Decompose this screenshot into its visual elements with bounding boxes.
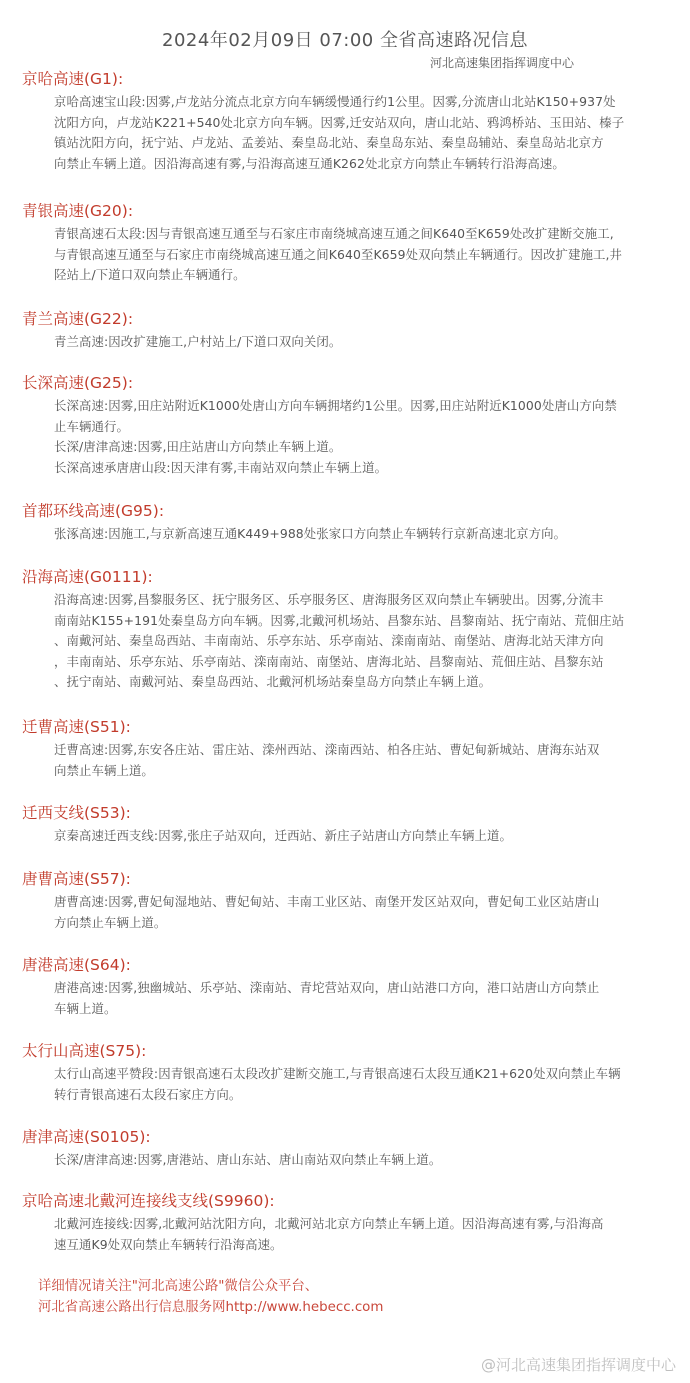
- road-section-g25: [22, 372, 672, 478]
- page-subtitle: 河北高速集团指挥调度中心: [430, 56, 575, 70]
- road-name: 京哈高速北戴河连接线支线(S9960):: [22, 1192, 275, 1210]
- road-section-g1: [22, 68, 672, 174]
- road-name: 青兰高速(G22):: [22, 310, 134, 328]
- footer-line-website[interactable]: 河北省高速公路出行信息服务网http://www.hebecc.com: [38, 1300, 384, 1315]
- road-section-g22: [22, 308, 672, 353]
- road-detail-line: 太行山高速平赞段:因青银高速石太段改扩建断交施工,与青银高速石太段互通K21+620处双向禁止车辆: [54, 1066, 621, 1081]
- road-detail-line: 京秦高速迁西支线:因雾,张庄子站双向，迁西站、新庄子站唐山方向禁止车辆上道。: [54, 828, 512, 843]
- road-details: [22, 92, 672, 174]
- road-detail-line: 青兰高速:因改扩建施工,户村站上/下道口双向关闭。: [54, 334, 342, 349]
- footer-line-wechat: 详细情况请关注"河北高速公路"微信公众平台、: [38, 1279, 319, 1294]
- road-detail-line: 长深/唐津高速:因雾,唐港站、唐山东站、唐山南站双向禁止车辆上道。: [54, 1152, 442, 1167]
- road-detail-line: 向禁止车辆上道。因沿海高速有雾,与沿海高速互通K262处北京方向禁止车辆转行沿海高速。: [54, 155, 565, 171]
- road-section-g20: [22, 200, 672, 286]
- road-details: [22, 826, 672, 847]
- road-detail-line: 、抚宁南站、南戴河站、秦皇岛西站、北戴河机场站秦皇岛方向禁止车辆上道。: [54, 674, 492, 689]
- road-section-s0105: [22, 1126, 672, 1171]
- road-detail-line: 沿海高速:因雾,昌黎服务区、抚宁服务区、乐亭服务区、唐海服务区双向禁止车辆驶出。因雾,分流丰: [54, 592, 604, 607]
- road-detail-line: 长深/唐津高速:因雾,田庄站唐山方向禁止车辆上道。: [54, 439, 342, 454]
- road-details: [22, 1214, 672, 1255]
- road-detail-line: 南南站K155+191处秦皇岛方向车辆。因雾,北戴河机场站、昌黎东站、昌黎南站、抚宁南站、荒佃庄站: [54, 612, 625, 628]
- road-section-g95: [22, 500, 672, 545]
- road-name: 沿海高速(G0111):: [22, 568, 153, 586]
- road-section-s57: [22, 868, 672, 933]
- road-detail-line: 车辆上道。: [54, 1000, 117, 1016]
- road-section-g0111: [22, 566, 672, 693]
- road-details: [22, 590, 672, 693]
- road-details: [22, 224, 672, 286]
- road-name: 京哈高速(G1):: [22, 70, 124, 88]
- road-detail-line: 长深高速:因雾,田庄站附近K1000处唐山方向车辆拥堵约1公里。因雾,田庄站附近K1000处唐山方向禁: [54, 398, 617, 413]
- road-detail-line: 、南戴河站、秦皇岛西站、丰南南站、乐亭东站、乐亭南站、滦南南站、南堡站、唐海北站天津方向: [54, 633, 604, 648]
- road-detail-line: ，丰南南站、乐亭东站、乐亭南站、滦南南站、南堡站、唐海北站、昌黎南站、荒佃庄站、昌黎东站: [54, 653, 604, 669]
- road-section-s53: [22, 802, 672, 847]
- road-details: [22, 978, 672, 1019]
- road-details: [22, 396, 672, 478]
- road-detail-line: 沈阳方向，卢龙站K221+540处北京方向车辆。因雾,迁安站双向，唐山北站、鸦鸿桥站、玉田站、榛子: [54, 114, 625, 130]
- road-detail-line: 京哈高速宝山段:因雾,卢龙站分流点北京方向车辆缓慢通行约1公里。因雾,分流唐山北站K150+937处: [54, 94, 616, 109]
- road-section-s51: [22, 716, 672, 781]
- road-section-s64: [22, 954, 672, 1019]
- road-details: [22, 524, 672, 545]
- road-name: 唐港高速(S64):: [22, 956, 131, 974]
- road-detail-line: 速互通K9处双向禁止车辆转行沿海高速。: [54, 1236, 283, 1252]
- road-name: 唐津高速(S0105):: [22, 1128, 151, 1146]
- road-details: [22, 1064, 672, 1105]
- road-detail-line: 迁曹高速:因雾,东安各庄站、雷庄站、滦州西站、滦南西站、柏各庄站、曹妃甸新城站、唐海东站双: [54, 742, 600, 757]
- road-detail-line: 唐港高速:因雾,独幽城站、乐亭站、滦南站、青坨营站双向，唐山站港口方向，港口站唐山方向禁止: [54, 980, 600, 995]
- road-section-s9960: [22, 1190, 672, 1255]
- road-detail-line: 转行青银高速石太段石家庄方向。: [54, 1086, 242, 1102]
- road-detail-line: 张涿高速:因施工,与京新高速互通K449+988处张家口方向禁止车辆转行京新高速北京方向。: [54, 526, 567, 541]
- road-details: [22, 332, 672, 353]
- road-name: 首都环线高速(G95):: [22, 502, 165, 520]
- footer-note: [38, 1276, 383, 1318]
- road-section-s75: [22, 1040, 672, 1105]
- page-title: 2024年02月09日 07:00 全省高速路况信息: [162, 30, 528, 51]
- road-details: [22, 892, 672, 933]
- road-name: 唐曹高速(S57):: [22, 870, 131, 888]
- road-detail-line: 唐曹高速:因雾,曹妃甸湿地站、曹妃甸站、丰南工业区站、南堡开发区站双向，曹妃甸工业区站唐山: [54, 894, 600, 909]
- road-detail-line: 青银高速石太段:因与青银高速互通至与石家庄市南绕城高速互通之间K640至K659处改扩建断交施工,: [54, 226, 614, 241]
- road-details: [22, 1150, 672, 1171]
- road-name: 迁西支线(S53):: [22, 804, 131, 822]
- road-detail-line: 长深高速承唐唐山段:因天津有雾,丰南站双向禁止车辆上道。: [54, 459, 388, 475]
- road-detail-line: 方向禁止车辆上道。: [54, 914, 167, 930]
- road-name: 长深高速(G25):: [22, 374, 134, 392]
- road-detail-line: 镇站沈阳方向，抚宁站、卢龙站、孟姜站、秦皇岛北站、秦皇岛东站、秦皇岛辅站、秦皇岛站北京方: [54, 135, 604, 150]
- road-details: [22, 740, 672, 781]
- road-detail-line: 陉站上/下道口双向禁止车辆通行。: [54, 267, 246, 282]
- road-detail-line: 与青银高速互通至与石家庄市南绕城高速互通之间K640至K659处双向禁止车辆通行。因改扩建施工,井: [54, 246, 623, 262]
- weibo-watermark: @河北高速集团指挥调度中心: [480, 1356, 676, 1374]
- road-detail-line: 北戴河连接线:因雾,北戴河站沈阳方向，北戴河站北京方向禁止车辆上道。因沿海高速有雾,与沿海高: [54, 1216, 604, 1231]
- road-detail-line: 止车辆通行。: [54, 418, 129, 434]
- road-name: 太行山高速(S75):: [22, 1042, 147, 1060]
- road-detail-line: 向禁止车辆上道。: [54, 762, 154, 778]
- road-name: 青银高速(G20):: [22, 202, 134, 220]
- road-name: 迁曹高速(S51):: [22, 718, 131, 736]
